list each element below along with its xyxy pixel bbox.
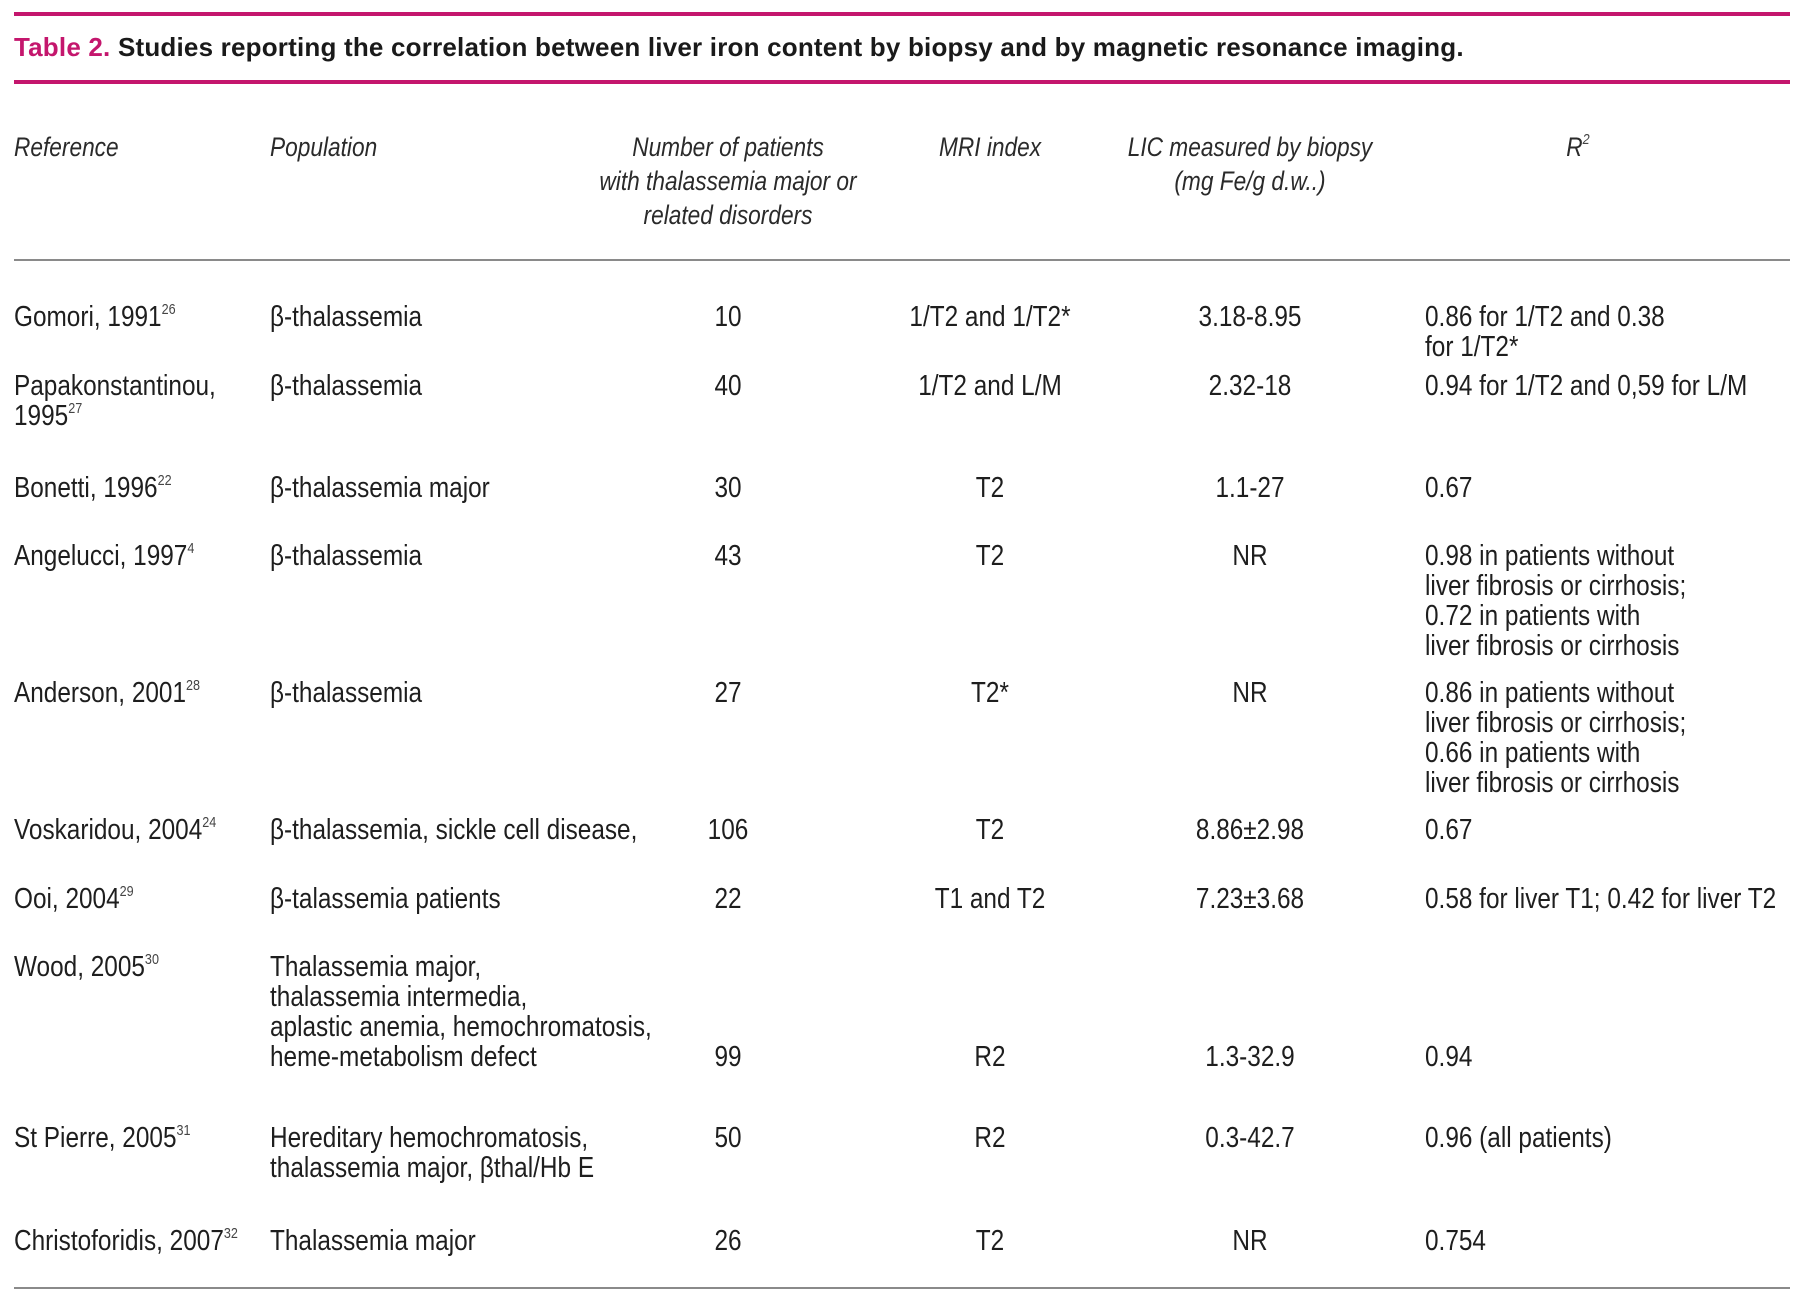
citation-number: 31 <box>176 1122 191 1139</box>
caption-label: Table 2. <box>14 32 111 62</box>
header-lic-line: LIC measured by biopsy <box>1127 132 1373 162</box>
header-lic-line: (mg Fe/g d.w..) <box>1174 166 1326 196</box>
population-cell: β-thalassemia <box>270 540 423 572</box>
lic-cell: NR <box>1232 677 1268 709</box>
patients-cell: 43 <box>714 540 742 572</box>
population-cell: β-thalassemia, sickle cell disease, <box>270 814 638 846</box>
reference-cell: Wood, 2005$^{30}$ <box>14 951 159 983</box>
population-cell: β-thalassemia <box>270 370 423 402</box>
mri-index-cell: 1/T2 and 1/T2* <box>909 301 1071 333</box>
mri-index-cell: T2 <box>975 1225 1005 1257</box>
reference-cell: Gomori, 1991$^{26}$ <box>14 301 176 333</box>
r2-cell: 0.96 (all patients) <box>1425 1122 1612 1154</box>
mri-index-cell: 1/T2 and L/M <box>918 370 1062 402</box>
lic-cell: NR <box>1232 1225 1268 1257</box>
r2-cell: 0.754 <box>1425 1225 1486 1257</box>
header-mri-index: MRI index <box>938 132 1042 162</box>
header-patients-line: with thalassemia major or <box>599 166 857 196</box>
header-population: Population <box>270 132 378 162</box>
r2-cell: 0.58 for liver T1; 0.42 for liver T2 <box>1425 883 1777 915</box>
citation-number: 26 <box>161 301 176 318</box>
reference-cell: Christoforidis, 2007$^{32}$ <box>14 1225 238 1257</box>
reference-cell: Ooi, 2004$^{29}$ <box>14 883 134 915</box>
mri-index-cell: T2 <box>975 472 1005 504</box>
lic-cell: 7.23±3.68 <box>1195 883 1305 915</box>
citation-number: 24 <box>202 814 217 831</box>
header-patients-line: related disorders <box>643 200 813 230</box>
reference-cell: Angelucci, 1997$^4$ <box>14 540 195 572</box>
bottom-rule <box>14 1287 1790 1289</box>
patients-cell: 27 <box>714 677 742 709</box>
mri-index-cell: T2 <box>975 540 1005 572</box>
patients-cell: 10 <box>714 301 742 333</box>
lic-cell: 3.18-8.95 <box>1198 301 1302 333</box>
population-cell: β-talassemia patients <box>270 883 501 915</box>
patients-cell: 26 <box>714 1225 742 1257</box>
citation-number: 4 <box>187 540 195 557</box>
r2-cell: 0.86 for 1/T2 and 0.38 for 1/T2* <box>1425 301 1665 363</box>
citation-number: 27 <box>68 400 83 417</box>
r2-cell: 0.67 <box>1425 472 1473 504</box>
population-cell: Hereditary hemochromatosis, thalassemia major, βthal/Hb E <box>270 1122 595 1184</box>
lic-cell: 1.3-32.9 <box>1205 1041 1295 1073</box>
patients-cell: 99 <box>714 1041 742 1073</box>
top-rule <box>14 12 1790 16</box>
patients-cell: 106 <box>707 814 749 846</box>
r2-cell: 0.98 in patients without liver fibrosis or cirrhosis; 0.72 in patients with liver fibrosis or cirrhosis <box>1425 540 1687 662</box>
lic-cell: 8.86±2.98 <box>1195 814 1305 846</box>
citation-number: 30 <box>144 951 159 968</box>
population-cell: β-thalassemia major <box>270 472 490 504</box>
patients-cell: 40 <box>714 370 742 402</box>
citation-number: 22 <box>157 472 172 489</box>
mri-index-cell: R2 <box>974 1041 1006 1073</box>
mri-index-cell: T2* <box>971 677 1009 709</box>
mri-index-cell: T2 <box>975 814 1005 846</box>
r2-cell: 0.94 for 1/T2 and 0,59 for L/M <box>1425 370 1748 402</box>
lic-cell: 2.32-18 <box>1208 370 1292 402</box>
reference-cell: St Pierre, 2005$^{31}$ <box>14 1122 191 1154</box>
population-cell: Thalassemia major, thalassemia intermedia, aplastic anemia, hemochromatosis, heme-metabolism defect <box>270 951 652 1073</box>
reference-cell: Papakonstantinou, 1995$^{27}$ <box>14 370 216 432</box>
r2-cell: 0.67 <box>1425 814 1473 846</box>
citation-number: 32 <box>223 1225 238 1242</box>
patients-cell: 30 <box>714 472 742 504</box>
header-reference: Reference <box>14 132 119 162</box>
header-patients-line: Number of patients <box>632 132 824 162</box>
citation-number: 28 <box>186 677 201 694</box>
citation-number: 29 <box>119 883 134 900</box>
r2-cell: 0.86 in patients without liver fibrosis or cirrhosis; 0.66 in patients with liver fibrosis or cirrhosis <box>1425 677 1687 799</box>
caption-title: Studies reporting the correlation between liver iron content by biopsy and by magnetic resonance imaging. <box>117 32 1464 62</box>
lic-cell: NR <box>1232 540 1268 572</box>
header-number-of-patients <box>560 130 896 232</box>
lic-cell: 0.3-42.7 <box>1205 1122 1295 1154</box>
mri-index-cell: R2 <box>974 1122 1006 1154</box>
population-cell: β-thalassemia <box>270 301 423 333</box>
population-cell: Thalassemia major <box>270 1225 476 1257</box>
caption-rule <box>14 80 1790 84</box>
mri-index-cell: T1 and T2 <box>934 883 1046 915</box>
patients-cell: 50 <box>714 1122 742 1154</box>
lic-cell: 1.1-27 <box>1215 472 1285 504</box>
table-caption <box>14 32 1464 63</box>
population-cell: β-thalassemia <box>270 677 423 709</box>
header-r2: $R^2$ <box>1566 131 1590 162</box>
reference-cell: Anderson, 2001$^{28}$ <box>14 677 201 709</box>
header-rule <box>14 259 1790 261</box>
reference-cell: Voskaridou, 2004$^{24}$ <box>14 814 217 846</box>
patients-cell: 22 <box>714 883 742 915</box>
reference-cell: Bonetti, 1996$^{22}$ <box>14 472 172 504</box>
r2-cell: 0.94 <box>1425 1041 1473 1073</box>
header-lic-biopsy <box>1124 130 1376 198</box>
